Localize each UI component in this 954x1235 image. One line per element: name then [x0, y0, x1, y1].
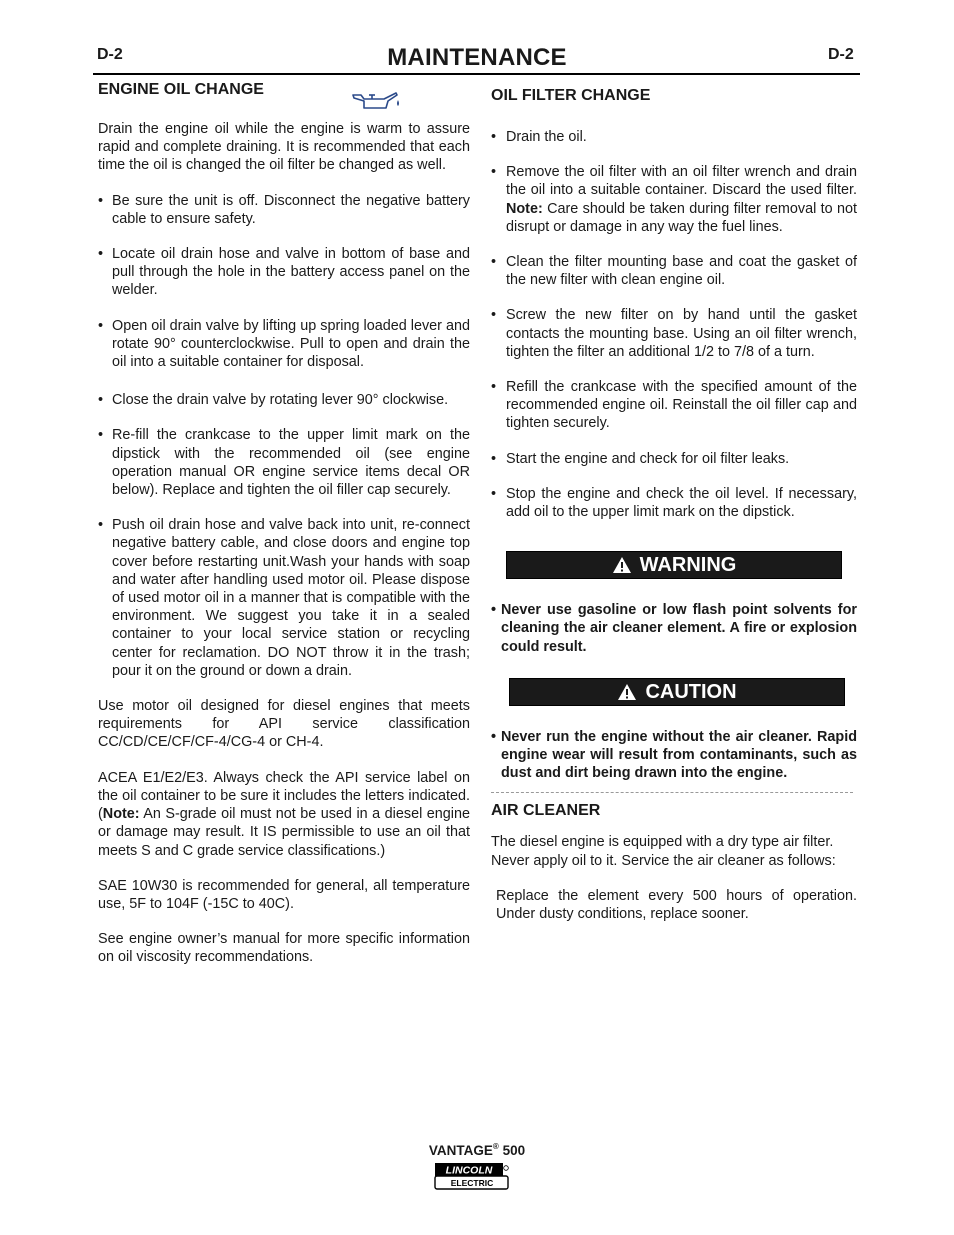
warning-banner [506, 551, 842, 579]
list-item: • Drain the oil. [491, 128, 857, 146]
replace-element-paragraph: Replace the element every 500 hours of operation. Under dusty conditions, replace sooner. [496, 887, 857, 923]
list-item: • Push oil drain hose and valve back into unit, re-connect negative battery cable, and close doors and engine top cover before restarting unit.Wash your hands with soap and water after handling used motor oil. Please dispose of used motor oil in a manner that is compatible with the environment. We suggest you take it in a sealed container to your local service station or recycling center for reclamation. DO NOT throw it in the trash; pour it on the ground or down a drain. [98, 516, 470, 680]
acea-paragraph [98, 769, 470, 860]
model-number: 500 [498, 1143, 526, 1158]
list-item: • Stop the engine and check the oil level. If necessary, add oil to the upper limit mark on the dipstick. [491, 485, 857, 521]
section-heading-oil-filter-change: OIL FILTER CHANGE [491, 87, 651, 104]
note-label: Note: [102, 806, 140, 823]
manual-paragraph: See engine owner’s manual for more specific information on oil viscosity recommendations. [98, 931, 470, 966]
section-divider [491, 792, 853, 793]
list-item: • Open oil drain valve by lifting up spring loaded lever and rotate 90° counterclockwise. Pull to open and drain the oil into a suitable container for disposal. [98, 317, 470, 372]
caution-text: • Never run the engine without the air cleaner. Rapid engine wear will result from contaminants, such as dust and dirt being drawn into the engine. [491, 728, 857, 783]
list-item: • Re-fill the crankcase to the upper limit mark on the dipstick with the recommended oil (see engine operation manual OR engine service items decal OR below). Replace and tighten the oil filler cap securely. [98, 426, 470, 499]
warning-triangle-icon [612, 556, 632, 574]
filter-text-1: Remove the oil filter with an oil filter wrench and drain the oil into a suitable container. Discard the used filter. [506, 164, 857, 199]
page-title: MAINTENANCE [387, 44, 567, 71]
warning-text: • Never use gasoline or low flash point solvents for cleaning the air cleaner element. A fire or explosion could result. [491, 601, 857, 656]
section-heading-engine-oil-change: ENGINE OIL CHANGE [98, 81, 264, 98]
list-item [491, 163, 857, 236]
list-item: • Start the engine and check for oil filter leaks. [491, 450, 857, 468]
model-text: VANTAGE [428, 1143, 493, 1158]
intro-paragraph: Drain the engine oil while the engine is warm to assure rapid and complete draining. It is recommended that each time the oil is changed the oil filter be changed as well. [98, 121, 470, 174]
acea-text-1: ACEA E1/E2/E3. Always check the API service label on the oil container to be sure it includes the letters indicated. ( [98, 769, 470, 823]
caution-label: CAUTION [645, 680, 737, 703]
air-cleaner-paragraph: The diesel engine is equipped with a dry type air filter. Never apply oil to it. Service the air cleaner as follows: [491, 834, 836, 869]
sae-paragraph: SAE 10W30 is recommended for general, all temperature use, 5F to 104F (-15C to 40C). [98, 877, 470, 912]
filter-text-2: Care should be taken during filter removal to not disrupt or damage in any way the fuel lines. [506, 200, 857, 235]
right-column [491, 86, 857, 923]
registered-mark: ® [492, 1142, 499, 1151]
page-number-left: D-2 [97, 46, 123, 63]
caution-banner [509, 678, 845, 706]
note-label: Note: [506, 200, 543, 217]
logo-text-top: LINCOLN [445, 1164, 493, 1177]
list-item: • Locate oil drain hose and valve in bottom of base and pull through the hole in the battery access panel on the welder. [98, 245, 470, 300]
logo-text-bottom: ELECTRIC [450, 1178, 494, 1188]
lincoln-electric-logo [434, 1162, 510, 1190]
model-name [0, 1143, 954, 1158]
section-heading-air-cleaner: AIR CLEANER [491, 802, 601, 820]
list-item: • Close the drain valve by rotating lever 90° clockwise. [98, 391, 470, 409]
acea-text-2: An S-grade oil must not be used in a diesel engine or damage may result. It IS permissible to use an oil that meets S and C grade service classifications.) [98, 806, 470, 859]
left-column [98, 80, 470, 967]
list-item: • Clean the filter mounting base and coat the gasket of the new filter with clean engine oil. [491, 253, 857, 289]
header-rule [93, 73, 860, 75]
oil-spec-paragraph: Use motor oil designed for diesel engines that meets requirements for API service classification CC/CD/CE/CF/CF-4/CG-4 or CH-4. [98, 698, 470, 751]
list-item: • Screw the new filter on by hand until the gasket contacts the mounting base. Using an oil filter wrench, tighten the filter an additional 1/2 to 7/8 of a turn. [491, 306, 857, 361]
list-item: • Be sure the unit is off. Disconnect the negative battery cable to ensure safety. [98, 192, 470, 228]
page-number-right: D-2 [828, 46, 854, 63]
warning-triangle-icon [617, 683, 637, 701]
warning-label: WARNING [639, 554, 737, 577]
list-item: • Refill the crankcase with the specified amount of the recommended engine oil. Reinstall the oil filler cap and tighten securely. [491, 378, 857, 433]
